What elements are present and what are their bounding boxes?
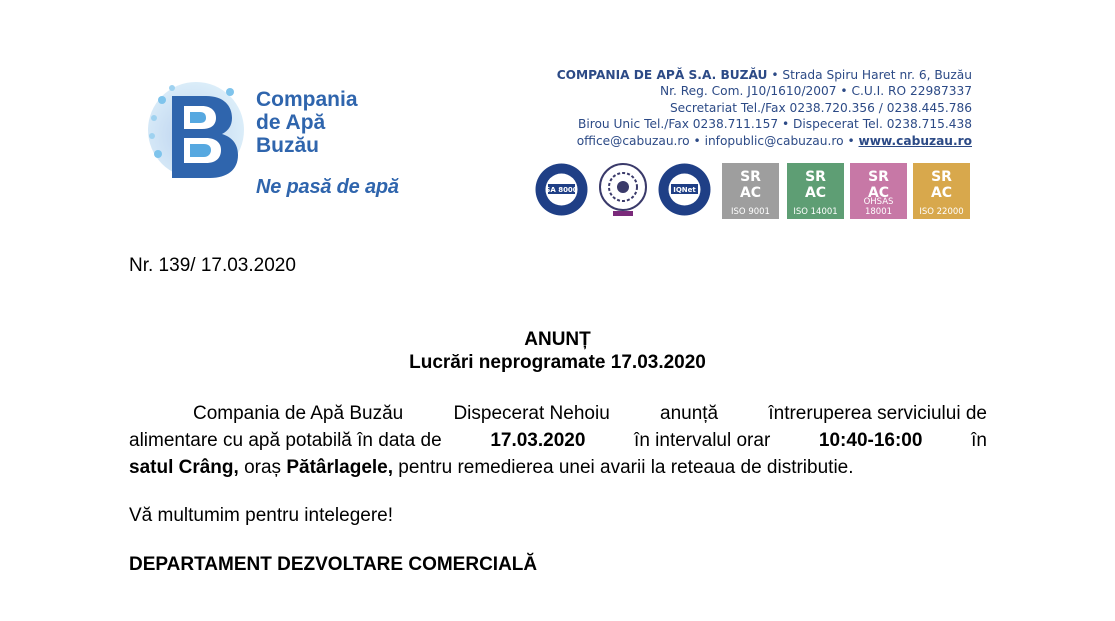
iqnet-management-seal-icon xyxy=(657,162,712,217)
company-name-text: Compania de Apă Buzău xyxy=(193,403,404,424)
interval-text: în intervalul orar xyxy=(634,430,771,451)
department-signature: DEPARTAMENT DEZVOLTARE COMERCIALĂ xyxy=(129,554,538,575)
iso9001-label: ISO 9001 xyxy=(731,207,770,217)
svg-text:SR: SR xyxy=(740,169,761,185)
office-email-link[interactable]: office@cabuzau.ro xyxy=(576,133,690,148)
town-prefix: oraș xyxy=(244,457,282,478)
company-legal-name: COMPANIA DE APĂ S.A. BUZĂU xyxy=(556,68,768,82)
town-name: Pătârlagele, xyxy=(286,457,394,478)
announcement-subtitle: Lucrări neprogramate 17.03.2020 xyxy=(409,352,706,373)
svg-text:SR: SR xyxy=(931,169,952,185)
website-link[interactable]: www.cabuzau.ro xyxy=(858,133,972,148)
thanks-text: Vă multumim pentru intelegere! xyxy=(129,505,394,526)
reason-text: pentru remedierea unei avarii la reteaua de distributie. xyxy=(398,457,854,478)
fiscal-code: C.U.I. RO 22987337 xyxy=(851,84,972,99)
svg-text:SR: SR xyxy=(805,169,826,185)
seal-3-label: IQNet xyxy=(673,186,696,194)
slogan: Ne pasă de apă xyxy=(256,176,399,198)
registration-number: Nr. 139/ 17.03.2020 xyxy=(129,255,296,276)
iso14001-label: ISO 14001 xyxy=(793,207,838,217)
srac-iso22000-badge-icon xyxy=(913,163,970,219)
certification-body-seal-icon xyxy=(598,162,648,217)
infopublic-email-link[interactable]: infopublic@cabuzau.ro xyxy=(704,133,844,148)
srac-iso9001-badge-icon xyxy=(722,163,779,219)
iso22000-label: ISO 22000 xyxy=(919,207,964,217)
sa8000-iqnet-seal-icon xyxy=(534,162,589,217)
announcement-title: ANUNȚ xyxy=(524,329,591,350)
svg-text:SR: SR xyxy=(868,169,889,185)
brand-line-2: de Apă xyxy=(256,111,326,134)
secretariat-phone: Secretariat Tel./Fax 0238.720.356 / 0238.445.786 xyxy=(669,100,972,115)
trade-register: Nr. Reg. Com. J10/1610/2007 xyxy=(659,84,837,99)
interruption-text: întreruperea serviciului de xyxy=(768,403,987,424)
srac-iso14001-badge-icon xyxy=(787,163,844,219)
company-logo-icon xyxy=(144,78,252,182)
svg-text:AC: AC xyxy=(867,185,890,201)
srac-ohsas18001-badge-icon xyxy=(850,163,907,219)
announces-text: anunță xyxy=(660,403,719,424)
dispatcher-text: Dispecerat Nehoiu xyxy=(453,403,610,424)
interruption-date: 17.03.2020 xyxy=(490,430,586,451)
brand-line-1: Compania xyxy=(256,88,358,111)
svg-text:AC: AC xyxy=(930,185,953,201)
supply-text: alimentare cu apă potabilă în data de xyxy=(129,430,442,451)
ohsas18001-label: OHSAS 18001 xyxy=(863,197,894,217)
announcement-paragraph xyxy=(129,400,987,481)
company-address: Strada Spiru Haret nr. 6, Buzău xyxy=(782,68,972,82)
in-text: în xyxy=(971,430,987,451)
village-name: satul Crâng, xyxy=(129,457,239,478)
brand-name xyxy=(256,88,358,157)
birou-unic-phone: Birou Unic Tel./Fax 0238.711.157 xyxy=(577,117,779,132)
dispecerat-phone: Dispecerat Tel. 0238.715.438 xyxy=(793,117,972,132)
svg-text:AC: AC xyxy=(804,185,827,201)
svg-text:AC: AC xyxy=(739,185,762,201)
contact-block: COMPANIA DE APĂ S.A. BUZĂU • Strada Spiru Haret nr. 6, Buzău Nr. Reg. Com. J10/1610/2007 • C.U.I. RO 22987337 Secretariat Tel./Fax 0238.720.356 / 0238.445.786 Birou Unic Tel./Fax 0238.711.157 • Dispecerat Tel. 0238.715.438 office@cabuzau.ro • infopublic@cabuzau.ro • www.cabuzau.ro xyxy=(556,68,972,148)
brand-line-3: Buzău xyxy=(256,134,319,157)
seal-1-label: SA 8000 xyxy=(545,186,578,194)
time-interval: 10:40-16:00 xyxy=(818,430,923,451)
